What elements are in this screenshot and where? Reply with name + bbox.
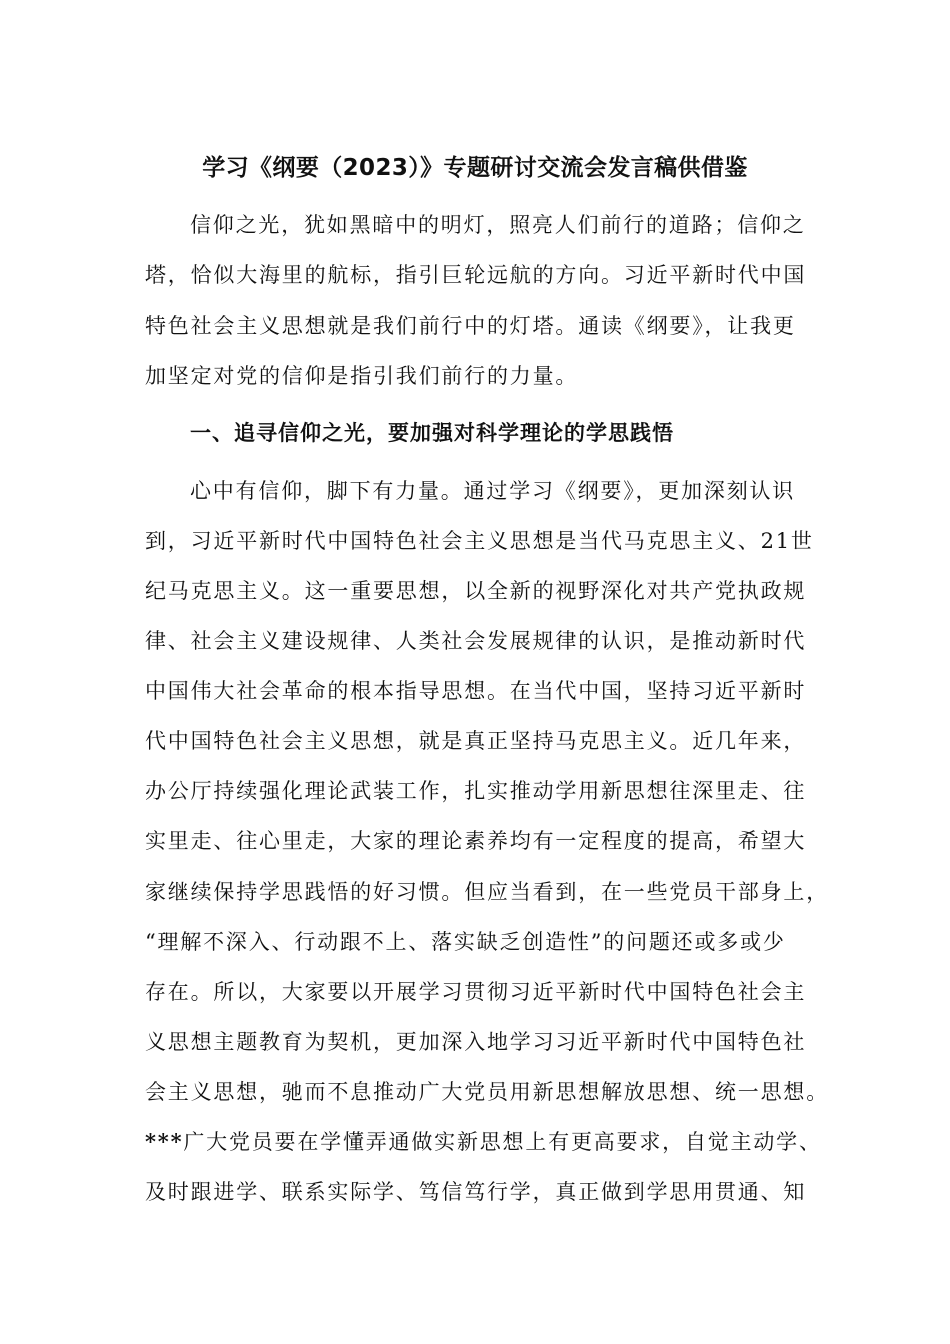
body-line-3: 纪马克思主义。这一重要思想，以全新的视野深化对共产党执政规 [145, 579, 807, 603]
body-line-7: 办公厅持续强化理论武装工作，扎实推动学用新思想往深里走、往 [145, 779, 807, 803]
body-line-15: 及时跟进学、联系实际学、笃信笃行学，真正做到学思用贯通、知 [145, 1180, 807, 1204]
body-line-8: 实里走、往心里走，大家的理论素养均有一定程度的提高，希望大 [145, 829, 807, 853]
redacted-prefix: *** [145, 1129, 184, 1154]
body-line-4: 律、社会主义建设规律、人类社会发展规律的认识，是推动新时代 [145, 629, 807, 653]
body-line-6: 代中国特色社会主义思想，就是真正坚持马克思主义。近几年来， [145, 729, 807, 753]
body-line-12: 义思想主题教育为契机，更加深入地学习习近平新时代中国特色社 [145, 1030, 807, 1054]
section-1-heading: 一、追寻信仰之光，要加强对科学理论的学思践悟 [190, 421, 674, 445]
intro-line-1: 信仰之光，犹如黑暗中的明灯，照亮人们前行的道路；信仰之 [190, 213, 806, 237]
intro-line-3: 特色社会主义思想就是我们前行中的灯塔。通读《纲要》，让我更 [145, 314, 796, 338]
body-line-9: 家继续保持学思践悟的好习惯。但应当看到，在一些党员干部身上， [145, 880, 829, 904]
body-line-11: 存在。所以，大家要以开展学习贯彻习近平新时代中国特色社会主 [145, 980, 807, 1004]
document-title: 学习《纲要（2023）》专题研讨交流会发言稿供借鉴 [202, 155, 748, 181]
body-line-14-text: 广大党员要在学懂弄通做实新思想上有更高要求，自觉主动学、 [183, 1130, 822, 1154]
intro-line-2: 塔，恰似大海里的航标，指引巨轮远航的方向。习近平新时代中国 [145, 263, 807, 287]
body-line-13: 会主义思想，驰而不息推动广大党员用新思想解放思想、统一思想。 [145, 1080, 829, 1104]
body-line-2: 到，习近平新时代中国特色社会主义思想是当代马克思主义、21世 [145, 529, 814, 553]
body-line-14 [145, 1126, 822, 1158]
intro-line-4: 加坚定对党的信仰是指引我们前行的力量。 [145, 364, 579, 388]
body-line-1: 心中有信仰，脚下有力量。通过学习《纲要》，更加深刻认识 [190, 479, 796, 503]
body-line-10: “理解不深入、行动跟不上、落实缺乏创造性”的问题还或多或少 [145, 930, 786, 954]
body-line-5: 中国伟大社会革命的根本指导思想。在当代中国，坚持习近平新时 [145, 679, 807, 703]
